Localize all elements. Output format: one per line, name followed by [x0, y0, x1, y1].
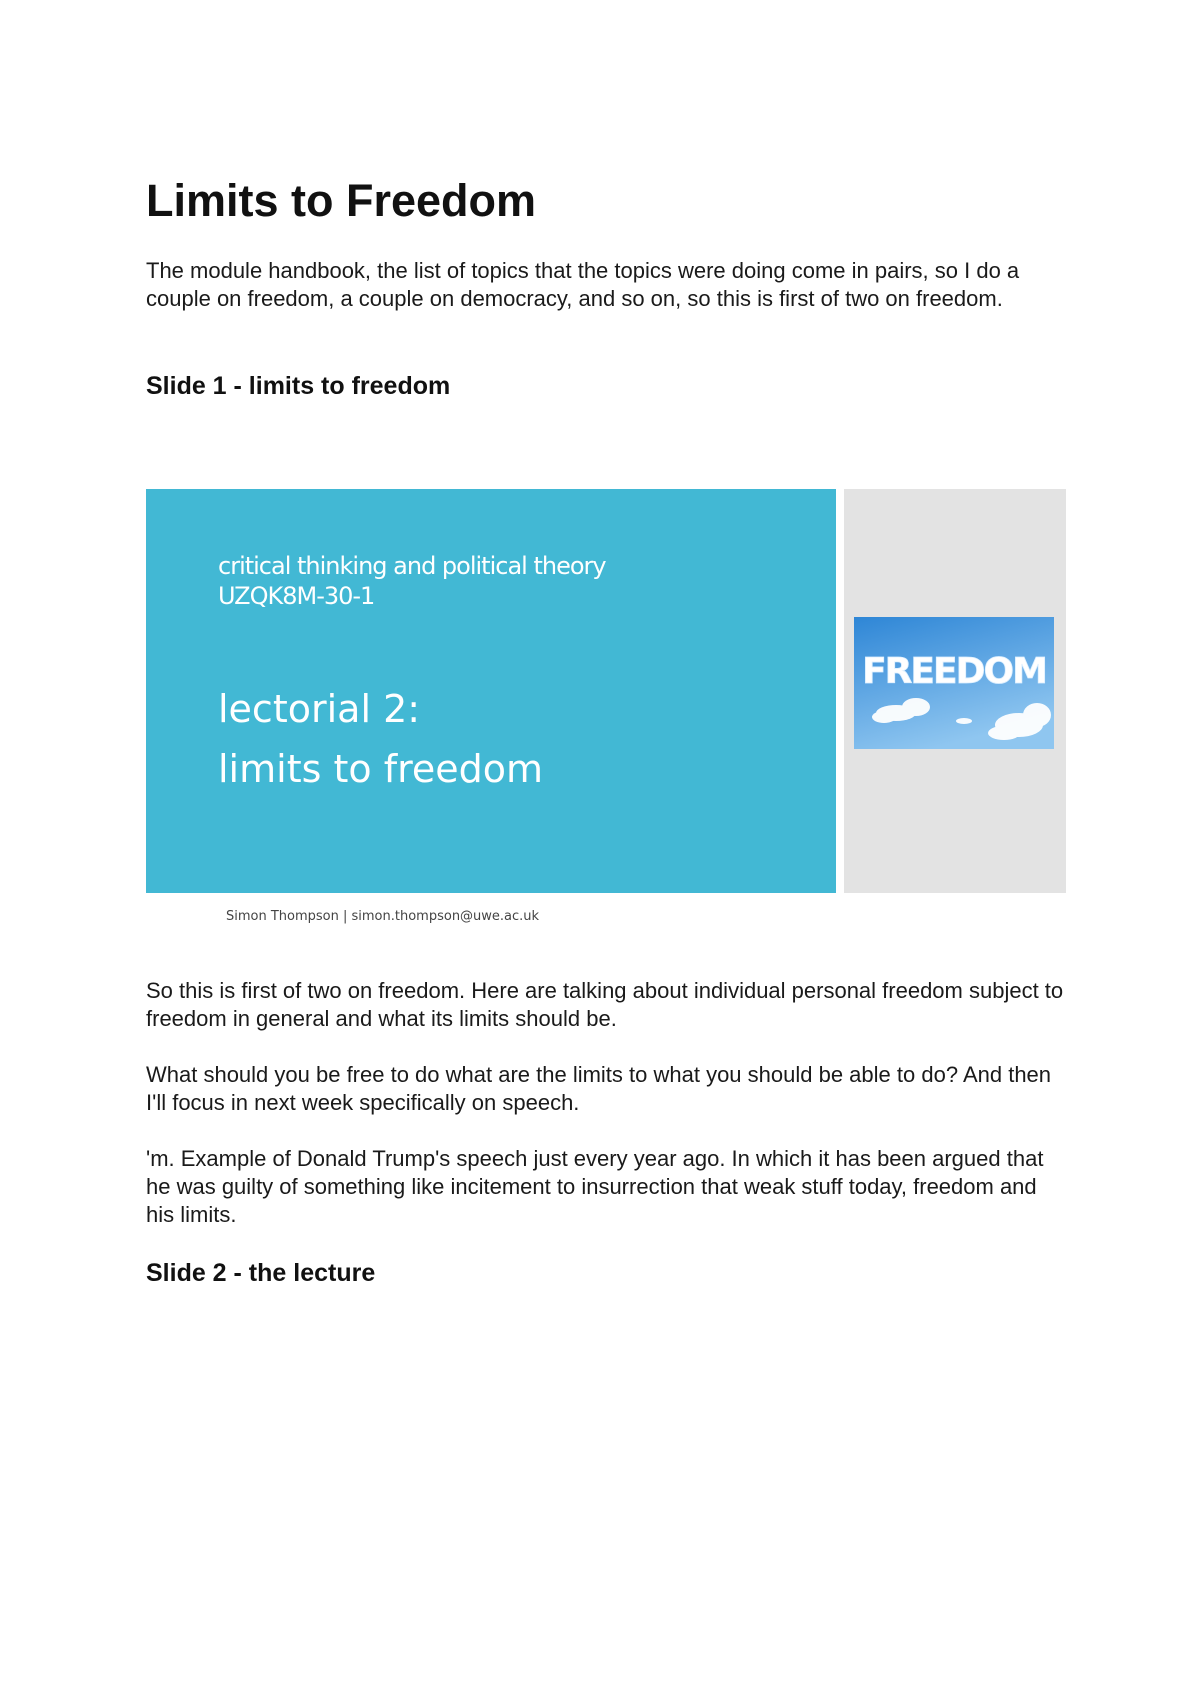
body-paragraph-1: So this is first of two on freedom. Here are talking about individual personal freedom subject to freedom in general and what its limits should be.	[146, 978, 1064, 1031]
freedom-sky-svg	[854, 617, 1054, 749]
body-paragraph-2: What should you be free to do what are the limits to what you should be able to do? And then I'll focus in next week specifically on speech.	[146, 1062, 1052, 1115]
course-code: UZQK8M-30-1	[218, 582, 375, 610]
slide-2-heading: Slide 2 - the lecture	[146, 1259, 376, 1287]
freedom-word: FREEDOM	[862, 651, 1046, 692]
slide-1-heading: Slide 1 - limits to freedom	[146, 372, 451, 400]
slide-title-panel	[146, 489, 836, 893]
lecture-number: lectorial 2:	[218, 687, 421, 731]
course-title: critical thinking and political theory	[218, 552, 606, 580]
slide-side-panel	[844, 489, 1066, 893]
intro-paragraph: The module handbook, the list of topics that the topics were doing come in pairs, so I do a couple on freedom, a couple on democracy, and so on, so this is first of two on freedom.	[146, 258, 1020, 311]
lecture-title: limits to freedom	[218, 747, 544, 791]
page-title: Limits to Freedom	[146, 175, 537, 226]
body-paragraph-3: 'm. Example of Donald Trump's speech just every year ago. In which it has been argued that he was guilty of something like incitement to insurrection that weak stuff today, freedom and his limits.	[146, 1146, 1044, 1227]
slide-author: Simon Thompson | simon.thompson@uwe.ac.uk	[226, 909, 540, 924]
slide-1-image	[146, 489, 1066, 929]
freedom-sky-picture	[854, 617, 1054, 749]
